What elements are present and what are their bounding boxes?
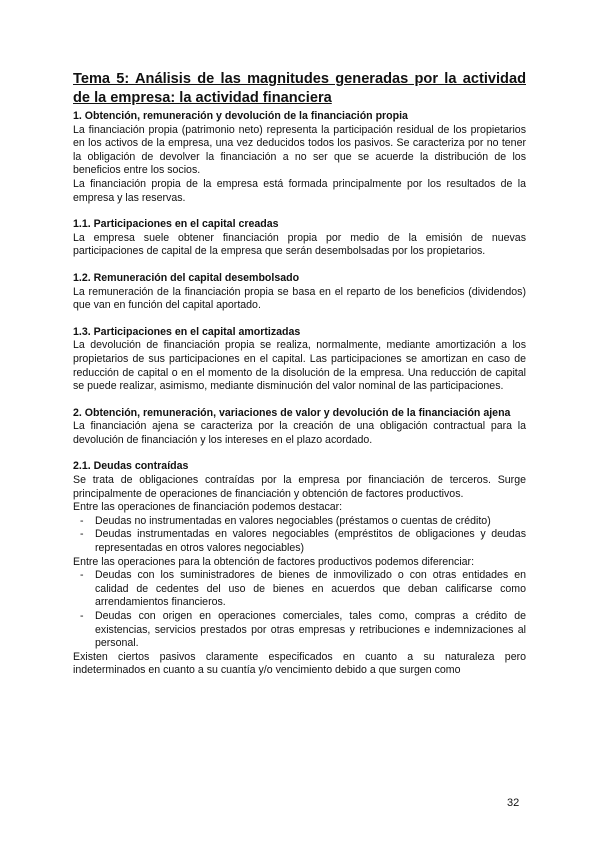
- section-1-paragraph-1: La financiación propia (patrimonio neto) representa la participación residual de los propietarios en los activos de la empresa, una vez deducidos todos los pasivos. Se caracteriza por no tener la obligación de devolver la financiación a no ser que se acuerde la distribución de los beneficios entre los socios.: [73, 123, 526, 177]
- section-1-3-heading: 1.3. Participaciones en el capital amortizadas: [73, 325, 301, 338]
- page-number: 32: [507, 797, 520, 809]
- section-2-1-paragraph-3: Entre las operaciones para la obtención de factores productivos podemos diferenciar:: [73, 555, 475, 568]
- section-1-paragraph-2: La financiación propia de la empresa está formada principalmente por los resultados de la empresa y las reservas.: [73, 177, 526, 204]
- section-2-1-paragraph-1: Se trata de obligaciones contraídas por la empresa por financiación de terceros. Surge principalmente de operaciones de financiación y obtención de factores productivos.: [73, 474, 526, 500]
- section-1-1-paragraph: La empresa suele obtener financiación propia por medio de la emisión de nuevas participaciones de capital de la empresa que serán desembolsadas por los propietarios.: [73, 231, 526, 258]
- financing-operations-list: [73, 515, 526, 556]
- section-2-1-heading: 2.1. Deudas contraídas: [73, 460, 189, 473]
- section-1-heading: 1. Obtención, remuneración y devolución de la financiación propia: [73, 110, 408, 122]
- list-item: - Deudas con origen en operaciones comerciales, tales como, compras a crédito de existencias, servicios prestados por otras empresas y retribuciones e indemnizaciones al personal.: [73, 610, 526, 651]
- productive-factors-list: [73, 569, 526, 651]
- section-2-heading: 2. Obtención, remuneración, variaciones de valor y devolución de la financiación ajena: [73, 406, 511, 419]
- section-2-paragraph: La financiación ajena se caracteriza por la creación de una obligación contractual para la devolución de financiación y los intereses en el plazo acordado.: [73, 420, 526, 446]
- section-1-1-heading: 1.1. Participaciones en el capital creadas: [73, 218, 279, 231]
- section-2-1-paragraph-2: Entre las operaciones de financiación podemos destacar:: [73, 501, 343, 514]
- section-2-1-paragraph-4: Existen ciertos pasivos claramente especificados en cuanto a su naturaleza pero indeterminados en cuanto a su cuantía y/o vencimiento debido a que surgen como: [73, 650, 526, 677]
- list-item: - Deudas con los suministradores de bienes de inmovilizado o con otras entidades en calidad de cedentes del uso de bienes en acuerdos que deban calificarse como arrendamientos financieros.: [73, 569, 526, 610]
- document-body: [73, 70, 526, 678]
- section-1-2-heading: 1.2. Remuneración del capital desembolsado: [73, 271, 300, 284]
- list-item: - Deudas instrumentadas en valores negociables (empréstitos de obligaciones y deudas representadas en otros valores negociables): [73, 528, 526, 555]
- section-1-2-paragraph: La remuneración de la financiación propia se basa en el reparto de los beneficios (dividendos) que van en función del capital aportado.: [73, 285, 526, 312]
- section-1-3-paragraph: La devolución de financiación propia se realiza, normalmente, mediante amortización a los propietarios de sus participaciones en el capital. Las participaciones se amortizan en caso de reducción de capital o en el momento de la disolución de la empresa. Una reducción de capital se puede realizar, asimismo, mediante disminución del valor nominal de las participaciones.: [73, 339, 526, 393]
- list-item: - Deudas no instrumentadas en valores negociables (préstamos o cuentas de crédito): [73, 515, 526, 529]
- page-title: Tema 5: Análisis de las magnitudes generadas por la actividad de la empresa: la actividad financiera: [73, 71, 526, 106]
